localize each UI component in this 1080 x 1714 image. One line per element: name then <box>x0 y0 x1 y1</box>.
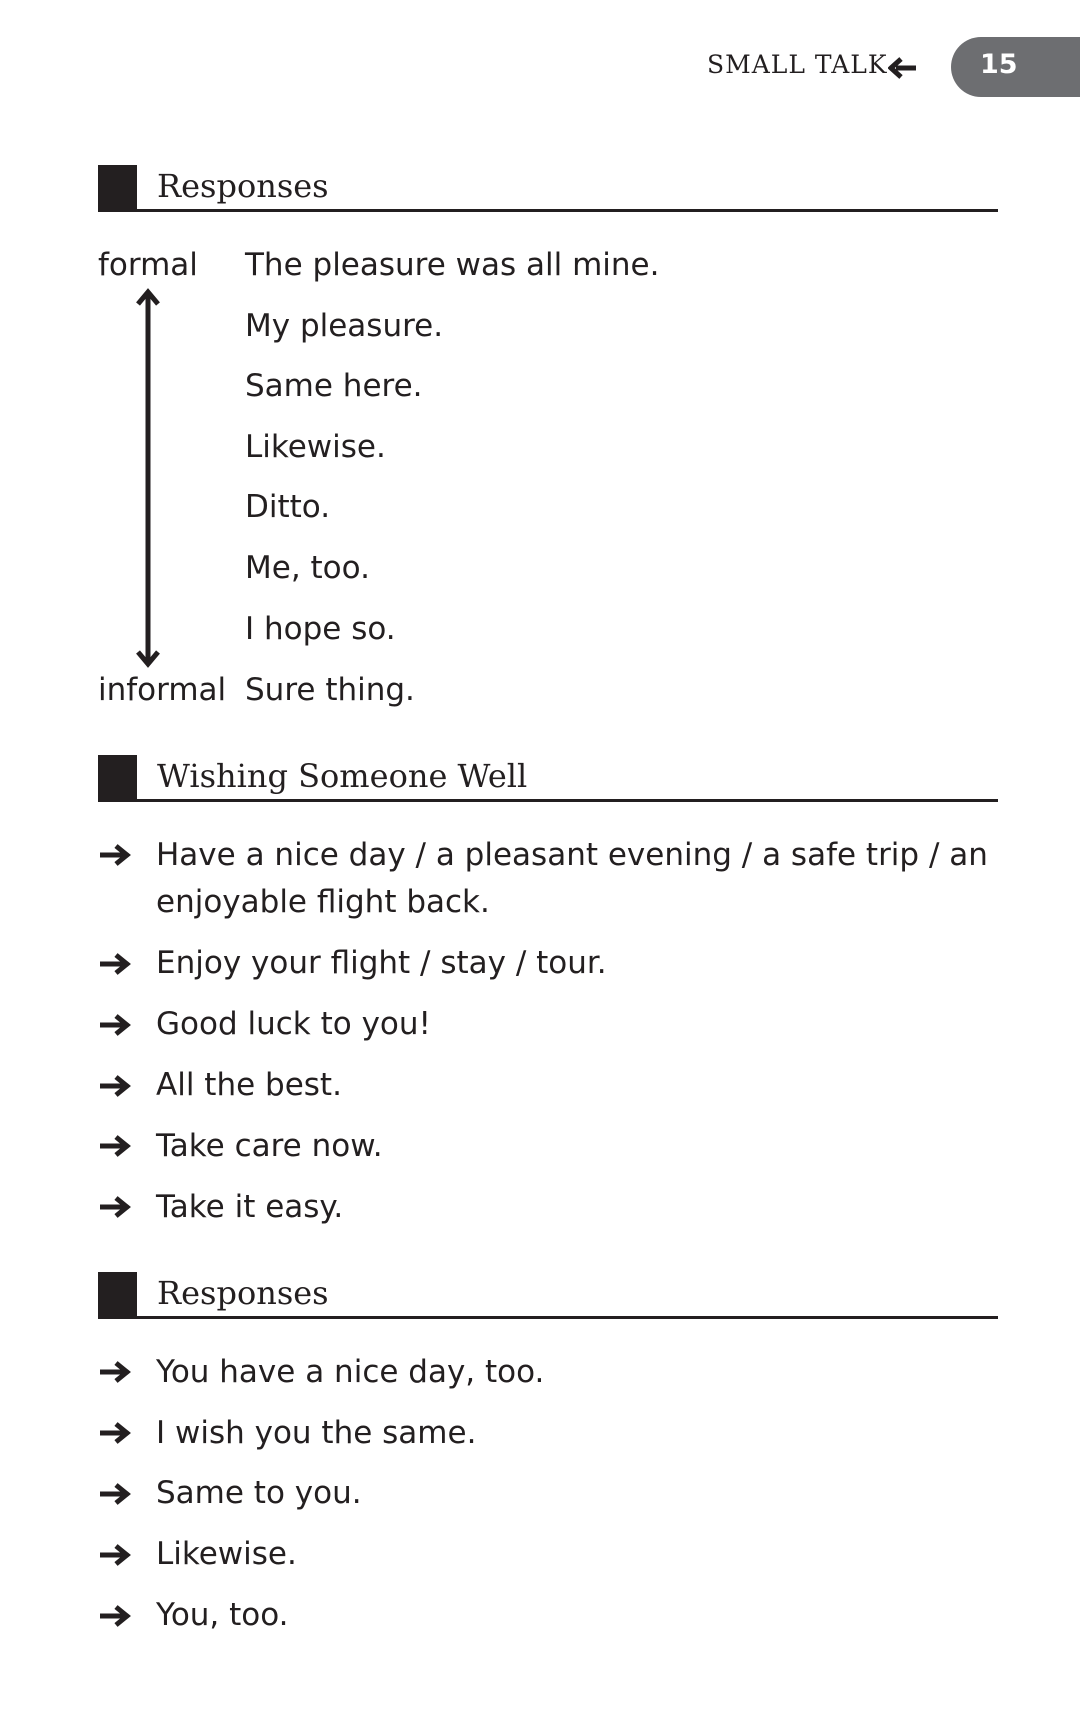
list-item: All the best. <box>156 1067 342 1103</box>
scale-label-informal: informal <box>98 672 227 708</box>
list-item: Same to you. <box>156 1475 362 1511</box>
right-arrow-icon <box>98 1013 132 1037</box>
section-heading-wishing-well <box>98 755 998 802</box>
right-arrow-icon <box>98 1421 132 1445</box>
response-line: My pleasure. <box>245 308 444 344</box>
right-arrow-icon <box>98 1482 132 1506</box>
response-line: Ditto. <box>245 489 331 525</box>
section-heading-responses-2 <box>98 1272 998 1319</box>
page-number: 15 <box>980 49 1018 80</box>
response-line: Me, too. <box>245 550 370 586</box>
section-title: Responses <box>157 1274 329 1312</box>
right-arrow-icon <box>98 1360 132 1384</box>
list-item: You, too. <box>156 1597 289 1633</box>
section-title: Wishing Someone Well <box>157 757 528 795</box>
right-arrow-icon <box>98 1604 132 1628</box>
scale-label-formal: formal <box>98 247 198 283</box>
list-item: Take it easy. <box>156 1189 344 1225</box>
right-arrow-icon <box>98 1195 132 1219</box>
section-title: Responses <box>157 167 329 205</box>
left-arrow-icon <box>888 56 918 80</box>
heading-block <box>98 165 137 209</box>
formality-scale-arrow-icon <box>136 288 160 668</box>
right-arrow-icon <box>98 952 132 976</box>
list-item: I wish you the same. <box>156 1415 477 1451</box>
list-item: Good luck to you! <box>156 1006 431 1042</box>
right-arrow-icon <box>98 1134 132 1158</box>
list-item-continuation: enjoyable flight back. <box>156 884 490 920</box>
heading-block <box>98 755 137 799</box>
response-line: I hope so. <box>245 611 396 647</box>
list-item: Have a nice day / a pleasant evening / a safe trip / an <box>156 837 988 873</box>
right-arrow-icon <box>98 1074 132 1098</box>
response-line: The pleasure was all mine. <box>245 247 660 283</box>
list-item: You have a nice day, too. <box>156 1354 545 1390</box>
right-arrow-icon <box>98 843 132 867</box>
heading-block <box>98 1272 137 1316</box>
section-heading-responses <box>98 165 998 212</box>
right-arrow-icon <box>98 1543 132 1567</box>
list-item: Enjoy your flight / stay / tour. <box>156 945 607 981</box>
response-line: Sure thing. <box>245 672 415 708</box>
list-item: Take care now. <box>156 1128 383 1164</box>
list-item: Likewise. <box>156 1536 297 1572</box>
response-line: Same here. <box>245 368 423 404</box>
running-title: SMALL TALK <box>707 50 888 79</box>
response-line: Likewise. <box>245 429 386 465</box>
